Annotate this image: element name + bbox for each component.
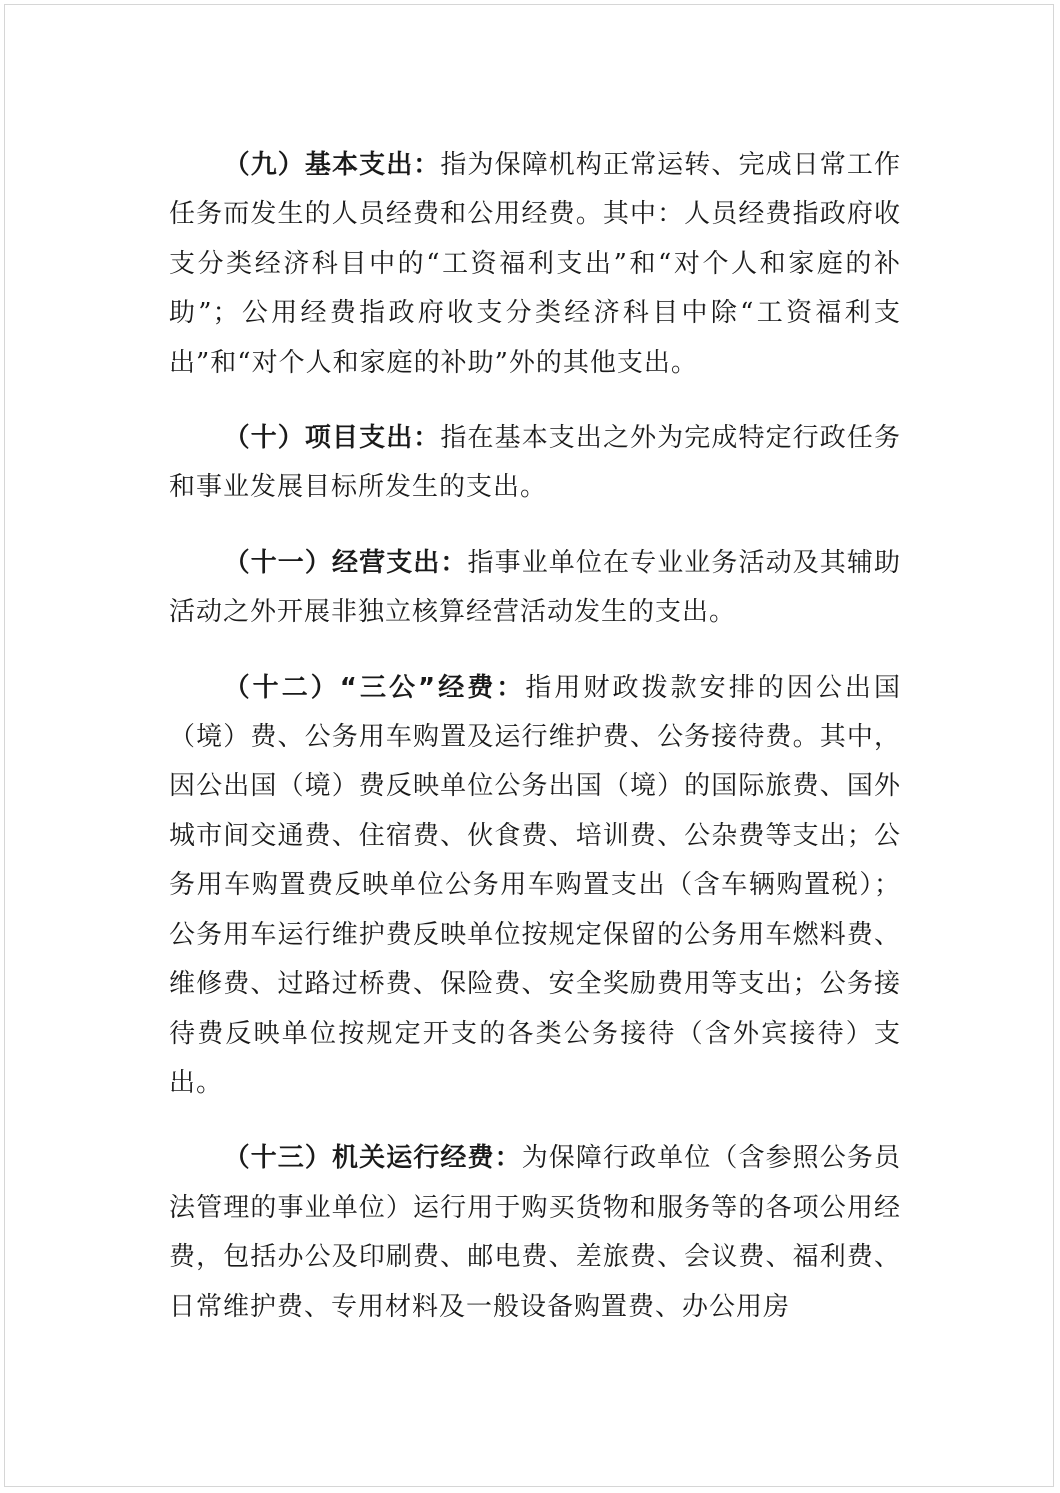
paragraph-text: 指用财政拨款安排的因公出国（境）费、公务用车购置及运行维护费、公务接待费。其中，因公出国（境）费反映单位公务出国（境）的国际旅费、国外城市间交通费、住宿费、伙食费、培训费、公杂费等支出；公务用车购置费反映单位公务用车购置支出（含车辆购置税）；公务用车运行维护费反映单位按规定保留的公务用车燃料费、维修费、过路过桥费、保险费、安全奖励费用等支出；公务接待费反映单位按规定开支的各类公务接待（含外宾接待）支出。 <box>169 672 901 1098</box>
paragraph-agency-operating-funds <box>169 1134 901 1332</box>
paragraph-basic-expenditure <box>169 141 901 388</box>
paragraph-text: 指在基本支出之外为完成特定行政任务和事业发展目标所发生的支出。 <box>169 423 901 503</box>
term-label: （九）基本支出： <box>223 150 441 180</box>
paragraph-operating-expenditure <box>169 539 901 638</box>
term-label: （十一）经营支出： <box>223 547 468 578</box>
paragraph-text: 指事业单位在专业业务活动及其辅助活动之外开展非独立核算经营活动发生的支出。 <box>169 547 901 628</box>
term-label: （十）项目支出： <box>223 423 441 454</box>
paragraph-text: 指为保障机构正常运转、完成日常工作任务而发生的人员经费和公用经费。其中：人员经费指政府收支分类经济科目中的“工资福利支出”和“对个人和家庭的补助”；公用经费指政府收支分类经济科目中除“工资福利支出”和“对个人和家庭的补助”外的其他支出。 <box>169 150 901 378</box>
term-label: （十二）“三公”经费： <box>223 672 526 703</box>
paragraph-three-public-expenses <box>169 664 901 1109</box>
paragraph-project-expenditure <box>169 414 901 513</box>
paragraph-text: 为保障行政单位（含参照公务员法管理的事业单位）运行用于购买货物和服务等的各项公用经费，包括办公及印刷费、邮电费、差旅费、会议费、福利费、日常维护费、专用材料及一般设备购置费、办公用房 <box>169 1143 901 1322</box>
term-label: （十三）机关运行经费： <box>223 1143 522 1174</box>
document-body <box>169 141 901 1332</box>
document-page <box>4 4 1054 1487</box>
